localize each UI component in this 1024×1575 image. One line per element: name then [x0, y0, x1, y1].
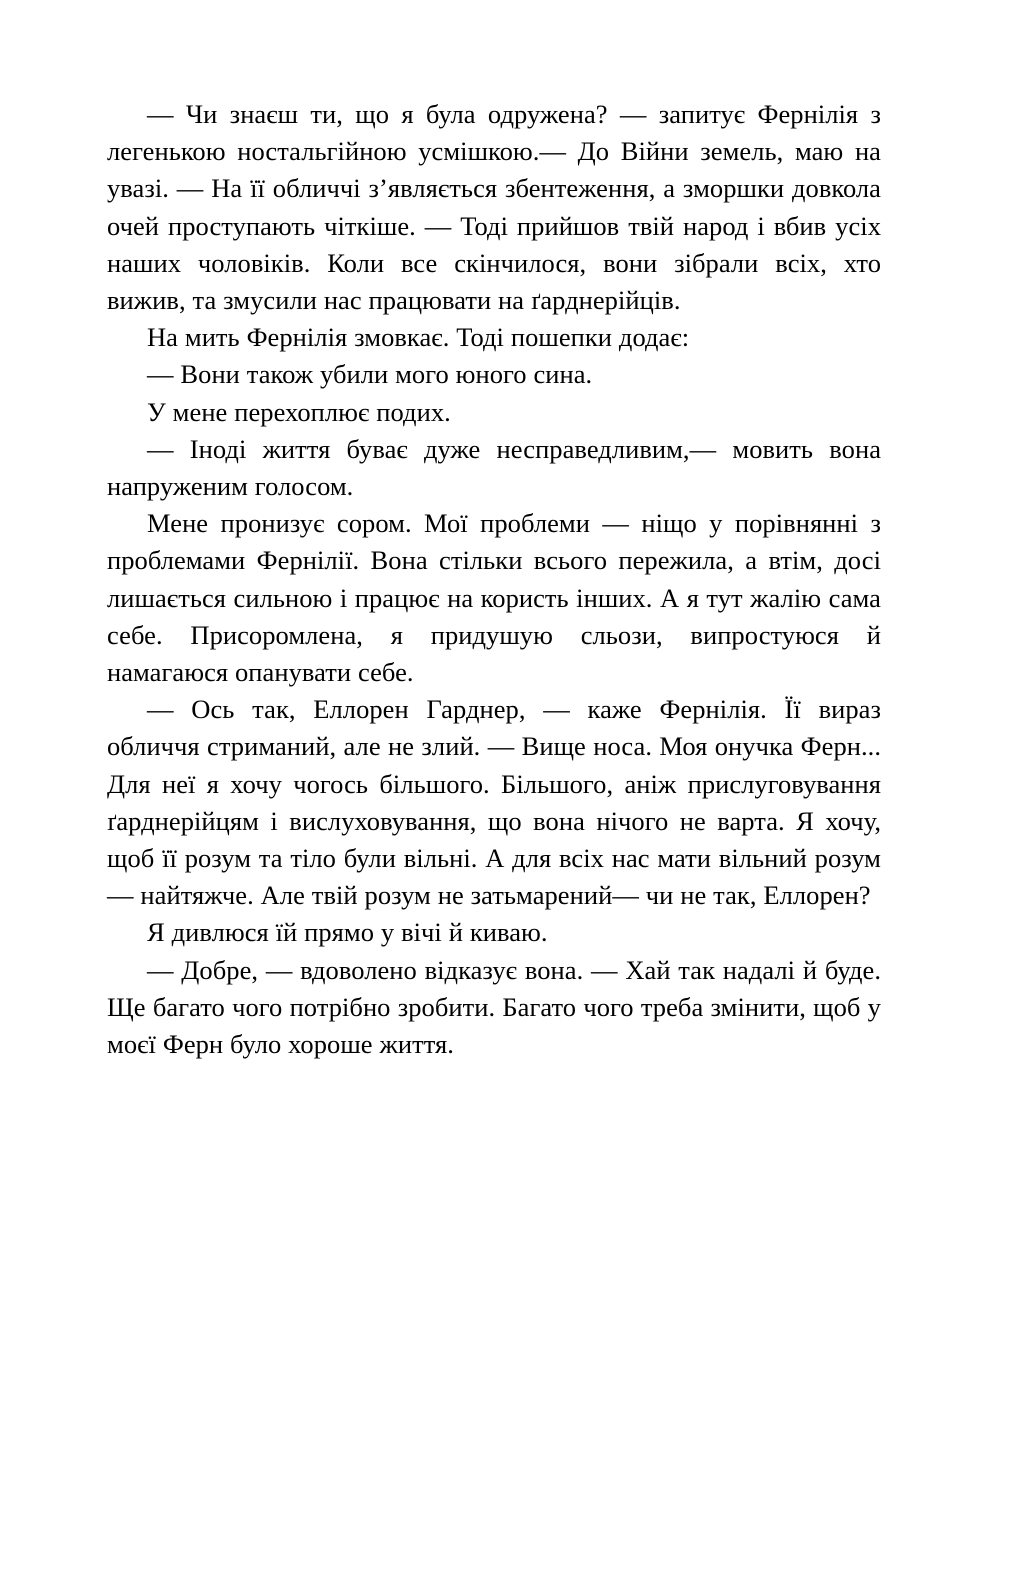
- paragraph: — Вони також убили мого юного сина.: [147, 359, 593, 390]
- paragraph: На мить Фернілія змовкає. Тоді пошепки додає:: [147, 322, 690, 353]
- paragraph: Я дивлюся їй прямо у вічі й киваю.: [147, 917, 548, 948]
- paragraph: Мене пронизує сором. Мої проблеми — ніщо у порівнянні з проблемами Фернілії. Вона стільки всього пережила, а втім, досі лишається сильною і працює на користь інших. А я тут жалію сама себе. Присоромлена, я придушую сльози, випростуюся й намагаюся опанувати себе.: [107, 508, 881, 688]
- body-text-column: [107, 96, 881, 1063]
- paragraph: У мене перехоплює подих.: [147, 396, 451, 427]
- paragraph: — Ось так, Еллорен Гарднер, — каже Фернілія. Її вираз обличчя стриманий, але не злий. — Вище носа. Моя онучка Ферн... Для неї я хочу чогось більшого. Більшого, аніж прислуговування ґарднерійцям і вислуховування, що вона нічого не варта. Я хочу, щоб її розум та тіло були вільні. А для всіх нас мати вільний розум — найтяжче. Але твій розум не затьмарений— чи не так, Еллорен?: [107, 694, 881, 911]
- paragraph: — Іноді життя буває дуже несправедливим,— мовить вона напруженим голосом.: [107, 433, 881, 502]
- paragraph: — Чи знаєш ти, що я була одружена? — запитує Фернілія з легенькою ностальгійною усмішкою.— До Війни земель, маю на увазі. — На її обличчі з’являється збентеження, а зморшки довкола очей проступають чіткіше. — Тоді прийшов твій народ і вбив усіх наших чоловіків. Коли все скінчилося, вони зібрали всіх, хто вижив, та змусили нас працювати на ґарднерійців.: [107, 99, 881, 316]
- paragraph: — Добре, — вдоволено відказує вона. — Хай так надалі й буде. Ще багато чого потрібно зробити. Багато чого треба змінити, щоб у моєї Ферн було хороше життя.: [107, 954, 881, 1060]
